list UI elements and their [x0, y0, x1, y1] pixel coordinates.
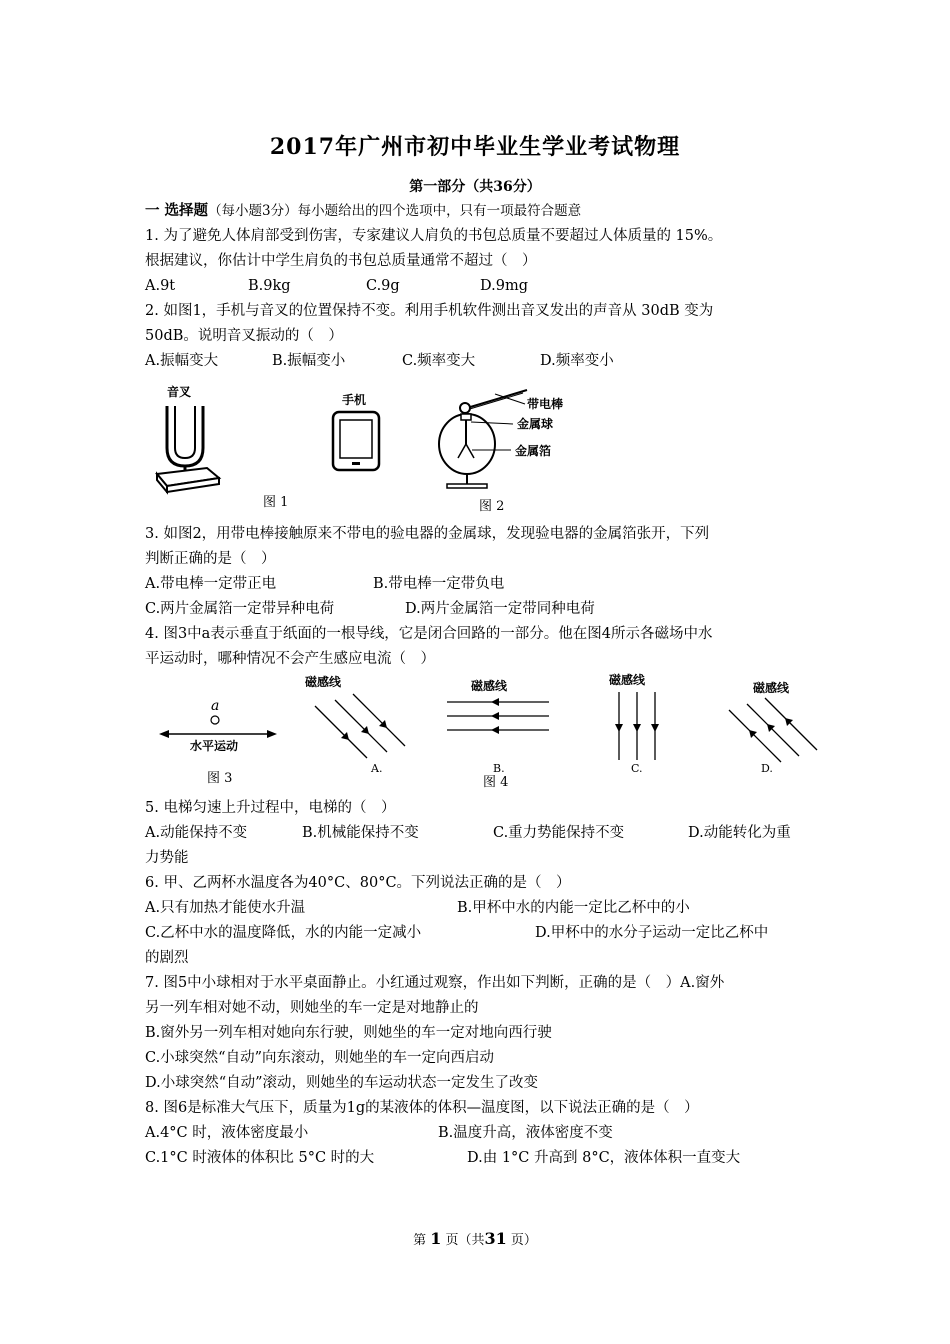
- q6-option-a: A.只有加热才能使水升温: [145, 900, 306, 916]
- exam-title: 2017年广州市初中毕业生学业考试物理: [269, 134, 681, 160]
- q3-line1: 3. 如图2，用带电棒接触原来不带电的验电器的金属球，发现验电器的金属箔张开，下列: [145, 526, 710, 542]
- q6-option-c: C.乙杯中水的温度降低，水的内能一定减小: [145, 925, 422, 941]
- field-option-d: D.: [761, 762, 773, 775]
- q8-option-d: D.由 1°C 升高到 8°C，液体体积一直变大: [467, 1150, 741, 1166]
- wire-label: a: [211, 698, 220, 714]
- field-option-c: C.: [631, 762, 643, 775]
- q6-option-b: B.甲杯中水的内能一定比乙杯中的小: [457, 900, 690, 916]
- fork-label: 音叉: [167, 385, 192, 399]
- field-option-b: B.: [493, 762, 505, 775]
- field-label-b: 磁感线: [471, 679, 508, 693]
- q3-option-a: A.带电棒一定带正电: [145, 576, 277, 592]
- q8-option-a: A.4°C 时，液体密度最小: [145, 1125, 309, 1141]
- field-diagram-b: [447, 678, 549, 790]
- phone-label: 手机: [342, 393, 367, 407]
- figure-3-4: [145, 672, 825, 794]
- field-label-c: 磁感线: [609, 673, 646, 687]
- footer-post: 页）: [510, 1233, 537, 1248]
- q5-option-b: B.机械能保持不变: [302, 825, 419, 841]
- wire-diagram: [159, 698, 277, 786]
- q1-line2: 根据建议，你估计中学生肩负的书包总质量通常不超过（ ）: [145, 253, 537, 269]
- rod-label: 带电棒: [527, 397, 564, 411]
- q3-option-c: C.两片金属箔一定带异种电荷: [145, 601, 335, 617]
- part-title: 第一部分（共36分）: [409, 179, 541, 195]
- q2-option-c: C.频率变大: [402, 353, 476, 369]
- q7-line2: 另一列车相对她不动，则她坐的车一定是对地静止的: [145, 1000, 479, 1016]
- q8-option-b: B.温度升高，液体密度不变: [438, 1125, 613, 1141]
- foil-label: 金属箔: [515, 444, 552, 458]
- q7-line5: D.小球突然“自动”滚动，则她坐的车运动状态一定发生了改变: [145, 1075, 539, 1091]
- field-label-a: 磁感线: [305, 675, 342, 689]
- q1-option-c: C.9g: [366, 278, 400, 294]
- ball-label: 金属球: [517, 417, 554, 431]
- q6-option-d: D.甲杯中的水分子运动一定比乙杯中: [535, 925, 769, 941]
- q2-line1: 2. 如图1，手机与音叉的位置保持不变。利用手机软件测出音叉发出的声音从 30dB 变为: [145, 303, 714, 319]
- field-diagram-d: [729, 680, 817, 775]
- figure-3-caption: 图 3: [207, 771, 233, 786]
- q4-line2: 平运动时，哪种情况不会产生感应电流（ ）: [145, 651, 435, 667]
- q7-line1: 7. 图5中小球相对于水平桌面静止。小红通过观察，作出如下判断，正确的是（ ）A.窗外: [145, 975, 725, 991]
- footer-mid: 页（共: [445, 1233, 485, 1248]
- section-note: （每小题3分）每小题给出的四个选项中，只有一项最符合题意: [208, 203, 582, 219]
- figure-4-caption: 图 4: [483, 775, 509, 790]
- tuning-fork-icon: [157, 384, 219, 492]
- q1-option-a: A.9t: [145, 278, 176, 294]
- q6-line1: 6. 甲、乙两杯水温度各为40°C、80°C。下列说法正确的是（ ）: [145, 875, 571, 891]
- q1-line1: 1. 为了避免人体肩部受到伤害，专家建议人肩负的书包总质量不要超过人体质量的 15%。: [145, 228, 723, 244]
- q3-option-b: B.带电棒一定带负电: [373, 576, 505, 592]
- electroscope-icon: [439, 390, 563, 488]
- q5-option-c: C.重力势能保持不变: [493, 825, 625, 841]
- q2-option-a: A.振幅变大: [145, 353, 219, 369]
- q5-option-d: D.动能转化为重: [688, 825, 791, 841]
- q8-option-c: C.1°C 时液体的体积比 5°C 时的大: [145, 1150, 375, 1166]
- figure-1-caption: 图 1: [263, 495, 289, 510]
- motion-label: 水平运动: [190, 739, 239, 753]
- q5-wrap: 力势能: [145, 850, 189, 866]
- q5-option-a: A.动能保持不变: [145, 825, 248, 841]
- q8-line1: 8. 图6是标准大气压下，质量为1g的某液体的体积—温度图，以下说法正确的是（ ）: [145, 1100, 699, 1116]
- phone-icon: [333, 392, 379, 470]
- figure-1-2: [145, 378, 605, 518]
- q4-line1: 4. 图3中a表示垂直于纸面的一根导线，它是闭合回路的一部分。他在图4所示各磁场中水: [145, 626, 713, 642]
- figure-2-caption: 图 2: [479, 499, 505, 514]
- q3-option-d: D.两片金属箔一定带同种电荷: [405, 601, 595, 617]
- q7-line3: B.窗外另一列车相对她向东行驶，则她坐的车一定对地向西行驶: [145, 1025, 552, 1041]
- q1-option-d: D.9mg: [480, 278, 528, 294]
- page-footer: [0, 1229, 950, 1248]
- field-option-a: A.: [371, 762, 383, 775]
- field-label-d: 磁感线: [753, 681, 790, 695]
- q7-line4: C.小球突然“自动”向东滚动，则她坐的车一定向西启动: [145, 1050, 495, 1066]
- footer-pre: 第: [413, 1233, 427, 1248]
- q2-option-d: D.频率变小: [540, 353, 614, 369]
- q5-line1: 5. 电梯匀速上升过程中，电梯的（ ）: [145, 800, 396, 816]
- q2-option-b: B.振幅变小: [272, 353, 346, 369]
- q3-line2: 判断正确的是（ ）: [145, 551, 276, 567]
- q2-line2: 50dB。说明音叉振动的（ ）: [145, 328, 343, 344]
- field-diagram-a: [305, 674, 405, 775]
- section-heading: [145, 201, 581, 221]
- footer-total-pages: 31: [484, 1229, 507, 1248]
- field-diagram-c: [609, 672, 659, 775]
- q6-wrap: 的剧烈: [145, 950, 189, 966]
- section-head-label: 一 选择题: [145, 202, 209, 219]
- q1-option-b: B.9kg: [248, 278, 291, 294]
- footer-page-number: 1: [430, 1229, 442, 1248]
